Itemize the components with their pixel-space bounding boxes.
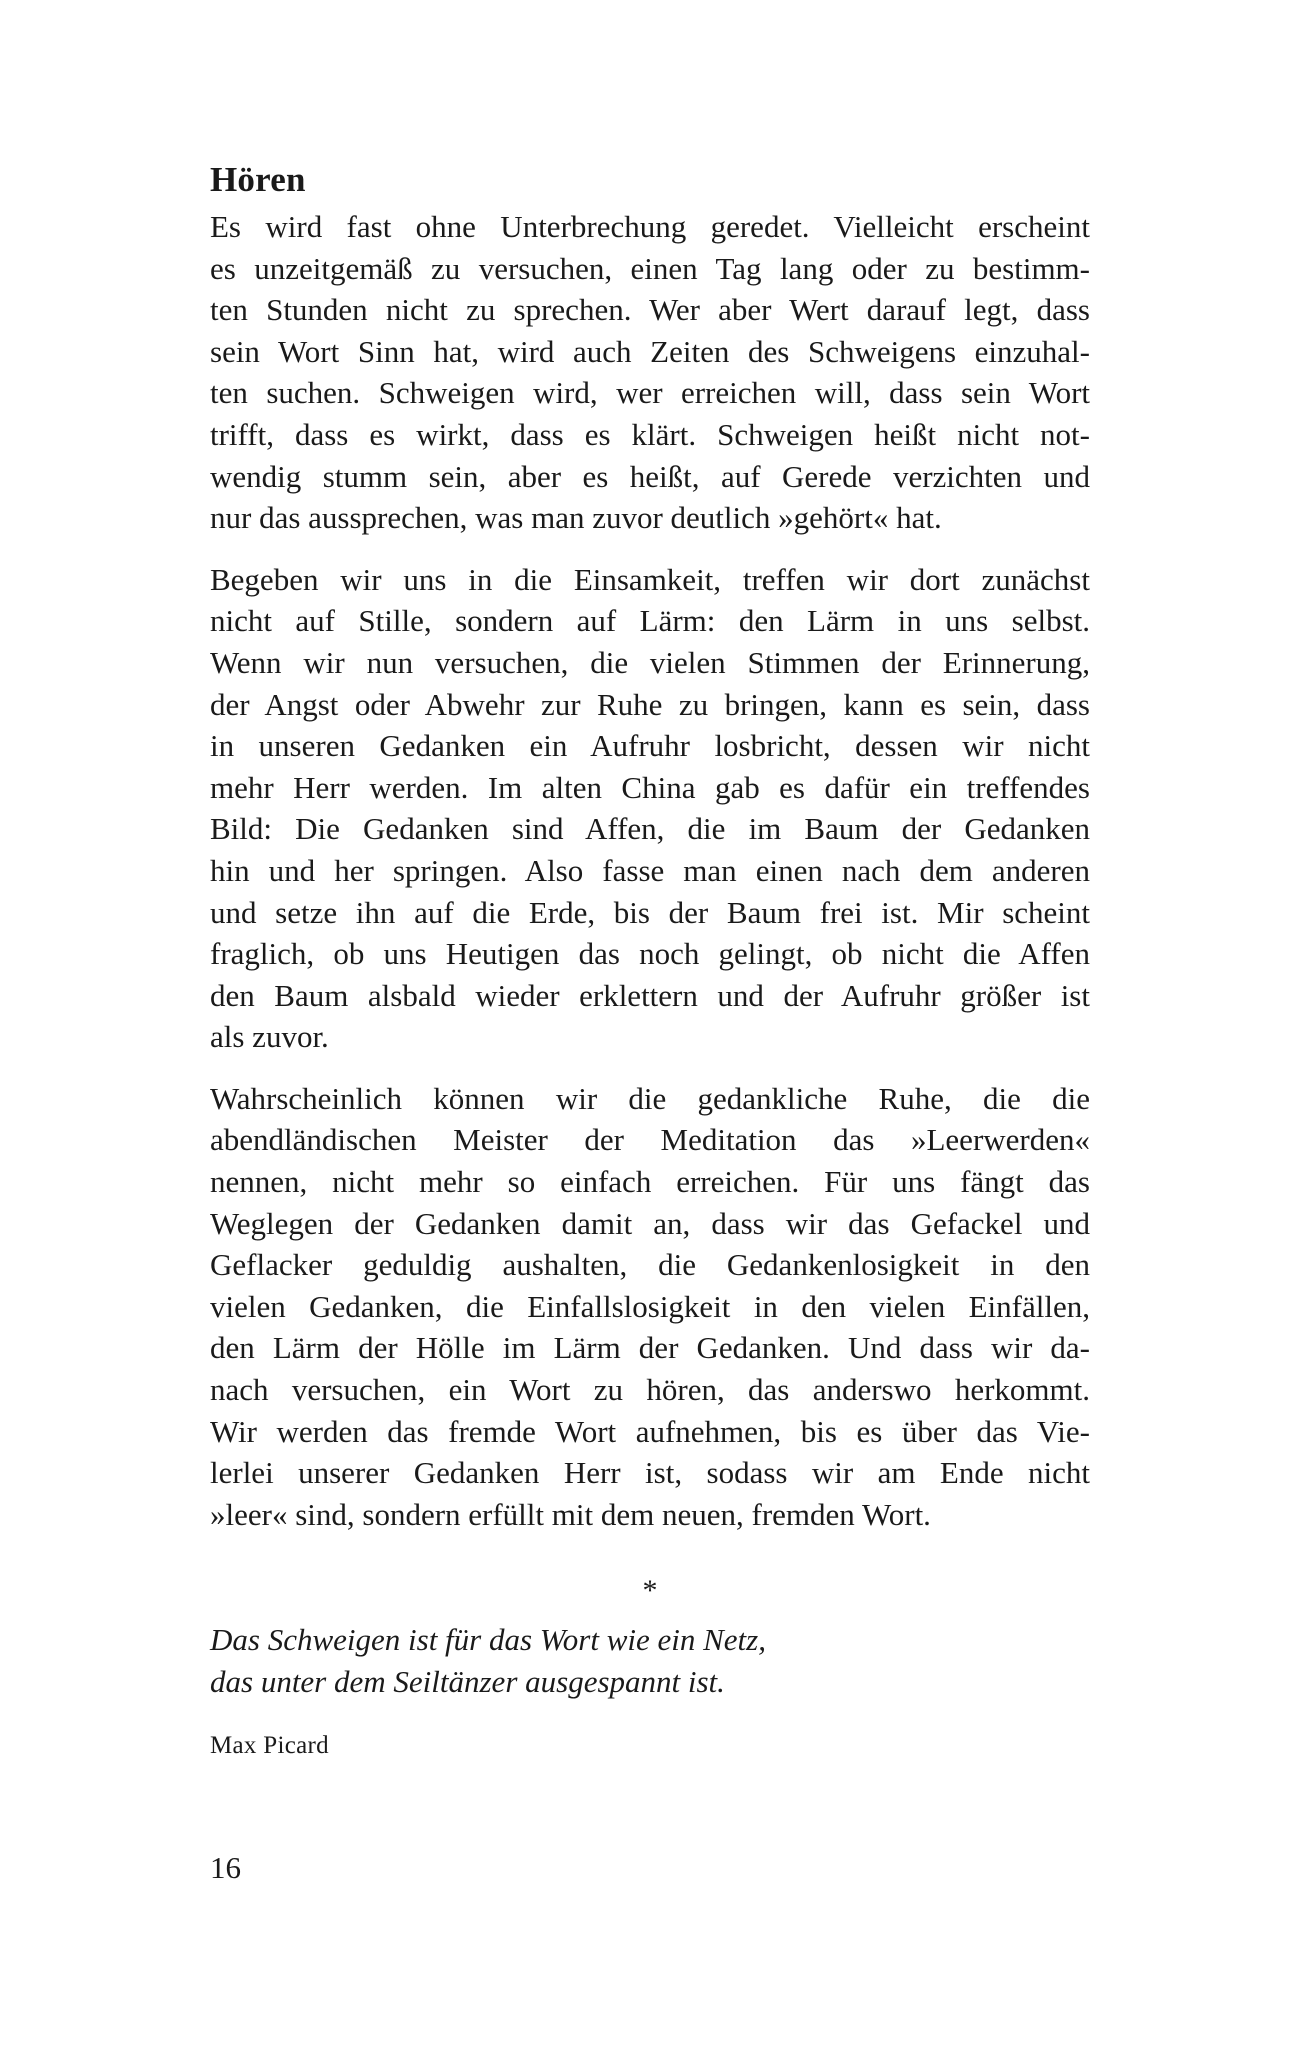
section-title: Hören bbox=[210, 160, 306, 199]
page-content bbox=[210, 158, 1090, 1763]
paragraph-line: Weglegen der Gedanken damit an, dass wir das Gefackel und bbox=[210, 1205, 1090, 1241]
paragraph-line: trifft, dass es wirkt, dass es klärt. Schweigen heißt nicht not- bbox=[210, 416, 1090, 452]
paragraph-line: hin und her springen. Also fasse man einen nach dem anderen bbox=[210, 852, 1090, 888]
paragraph-line: wendig stumm sein, aber es heißt, auf Gerede verzichten und bbox=[210, 458, 1090, 494]
paragraph-line: ten suchen. Schweigen wird, wer erreichen will, dass sein Wort bbox=[210, 375, 1090, 411]
paragraph-line: und setze ihn auf die Erde, bis der Baum frei ist. Mir scheint bbox=[210, 894, 1090, 930]
paragraph-line: den Baum alsbald wieder erklettern und der Aufruhr größer ist bbox=[210, 977, 1090, 1013]
paragraph-line: Begeben wir uns in die Einsamkeit, treffen wir dort zunächst bbox=[210, 561, 1090, 597]
paragraph-line: fraglich, ob uns Heutigen das noch gelingt, ob nicht die Affen bbox=[210, 936, 1090, 972]
paragraph-3 bbox=[210, 1078, 1090, 1536]
paragraph-line: sein Wort Sinn hat, wird auch Zeiten des Schweigens einzuhal- bbox=[210, 333, 1090, 369]
paragraph-line: nach versuchen, ein Wort zu hören, das anderswo herkommt. bbox=[210, 1372, 1090, 1408]
paragraph-1 bbox=[210, 206, 1090, 539]
paragraph-2 bbox=[210, 559, 1090, 1058]
epigraph-quote bbox=[210, 1619, 1090, 1702]
paragraph-line: nur das aussprechen, was man zuvor deutlich »gehört« hat. bbox=[210, 500, 942, 536]
paragraph-line: in unseren Gedanken ein Aufruhr losbricht, dessen wir nicht bbox=[210, 728, 1090, 764]
paragraph-line: Wahrscheinlich können wir die gedankliche Ruhe, die die bbox=[210, 1080, 1090, 1116]
paragraph-line: Wir werden das fremde Wort aufnehmen, bis es über das Vie- bbox=[210, 1413, 1090, 1449]
paragraph-line: als zuvor. bbox=[210, 1019, 329, 1055]
paragraph-line: Geflacker geduldig aushalten, die Gedankenlosigkeit in den bbox=[210, 1247, 1090, 1283]
quote-line-1: Das Schweigen ist für das Wort wie ein Netz, bbox=[210, 1622, 766, 1658]
section-separator: * bbox=[642, 1574, 658, 1608]
paragraph-line: der Angst oder Abwehr zur Ruhe zu bringen, kann es sein, dass bbox=[210, 686, 1090, 722]
paragraph-line: abendländischen Meister der Meditation das »Leerwerden« bbox=[210, 1122, 1090, 1158]
paragraph-line: vielen Gedanken, die Einfallslosigkeit in den vielen Einfällen, bbox=[210, 1288, 1090, 1324]
paragraph-line: nennen, nicht mehr so einfach erreichen. Für uns fängt das bbox=[210, 1164, 1090, 1200]
paragraph-line: Bild: Die Gedanken sind Affen, die im Baum der Gedanken bbox=[210, 811, 1090, 847]
paragraph-line: es unzeitgemäß zu versuchen, einen Tag lang oder zu bestimm- bbox=[210, 250, 1090, 286]
paragraph-line: Es wird fast ohne Unterbrechung geredet. Vielleicht erscheint bbox=[210, 209, 1090, 244]
paragraph-line: nicht auf Stille, sondern auf Lärm: den Lärm in uns selbst. bbox=[210, 603, 1090, 639]
quote-line-2: das unter dem Seiltänzer ausgespannt ist. bbox=[210, 1664, 725, 1699]
paragraph-line: den Lärm der Hölle im Lärm der Gedanken. Und dass wir da- bbox=[210, 1330, 1090, 1366]
paragraph-line: Wenn wir nun versuchen, die vielen Stimmen der Erinnerung, bbox=[210, 644, 1090, 680]
paragraph-line: »leer« sind, sondern erfüllt mit dem neuen, fremden Wort. bbox=[210, 1496, 931, 1532]
paragraph-line: lerlei unserer Gedanken Herr ist, sodass wir am Ende nicht bbox=[210, 1455, 1090, 1491]
quote-author: Max Picard bbox=[210, 1731, 329, 1759]
page-number: 16 bbox=[210, 1850, 241, 1885]
paragraph-line: ten Stunden nicht zu sprechen. Wer aber Wert darauf legt, dass bbox=[210, 292, 1090, 328]
paragraph-line: mehr Herr werden. Im alten China gab es dafür ein treffendes bbox=[210, 769, 1090, 805]
